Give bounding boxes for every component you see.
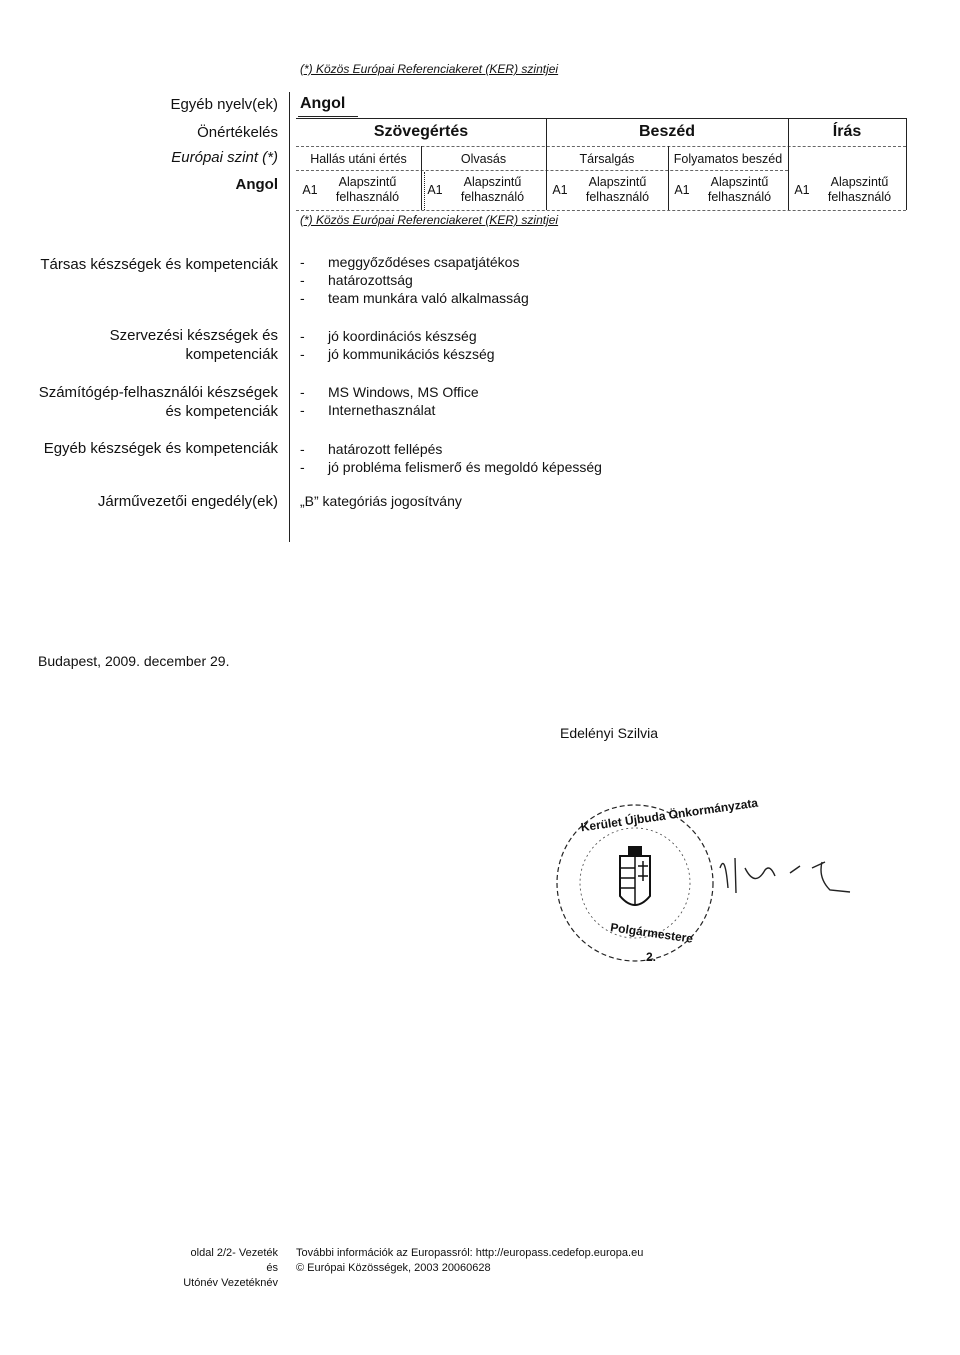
group-header-writing: Írás xyxy=(832,123,862,140)
label-social-skills: Társas készségek és kompetenciák xyxy=(40,256,278,273)
list-item: - jó koordinációs készség xyxy=(300,328,477,344)
label-line: kompetenciák xyxy=(185,346,278,363)
level-description: Alapszintű felhasználó xyxy=(335,175,400,204)
table-top-rule xyxy=(296,118,906,119)
list-item-text: MS Windows, MS Office xyxy=(328,384,479,400)
level-cell-production xyxy=(672,172,787,208)
list-item: - team munkára való alkalmasság xyxy=(300,290,529,306)
list-item: - jó probléma felismerő és megoldó képesség xyxy=(300,459,602,475)
level-cell-listening xyxy=(300,172,415,208)
official-stamp xyxy=(550,795,890,978)
level-code: A1 xyxy=(427,183,443,197)
label-driving-licence: Járművezetői engedély(ek) xyxy=(97,493,278,510)
list-item: - meggyőződéses csapatjátékos xyxy=(300,254,520,270)
group-header-comprehension: Szövegértés xyxy=(373,123,469,140)
table-rule xyxy=(296,170,788,171)
list-item-text: jó koordinációs készség xyxy=(328,328,477,344)
list-item: - határozottság xyxy=(300,272,413,288)
organisational-skills-list xyxy=(300,327,495,363)
level-description: Alapszintű felhasználó xyxy=(827,175,892,204)
footer-page-info xyxy=(178,1246,278,1291)
footer-info xyxy=(296,1246,643,1276)
place-date: Budapest, 2009. december 29. xyxy=(38,653,230,669)
label-self-assessment: Önértékelés xyxy=(197,124,278,141)
list-item: - jó kommunikációs készség xyxy=(300,346,495,362)
level-description: Alapszintű felhasználó xyxy=(460,175,525,204)
table-col-rule xyxy=(788,118,789,210)
stamp-text-top: Kerület Újbuda Önkormányzata xyxy=(579,795,759,835)
table-rule xyxy=(296,210,906,211)
table-col-rule xyxy=(421,146,422,210)
list-item-text: team munkára való alkalmasság xyxy=(328,290,529,306)
footer-page-line: Utónév Vezetéknév xyxy=(183,1277,278,1289)
signer-name: Edelényi Szilvia xyxy=(560,725,659,741)
footer-page-line: oldal 2/2- Vezeték és xyxy=(190,1247,278,1274)
subheader-production: Folyamatos beszéd xyxy=(673,152,783,166)
label-other-skills: Egyéb készségek és kompetenciák xyxy=(43,440,278,457)
label-language-row: Angol xyxy=(235,176,278,193)
language-underline xyxy=(298,116,358,117)
ker-header-note-text: (*) Közös Európai Referenciakeret (KER) szintjei xyxy=(300,62,559,76)
list-item-text: jó probléma felismerő és megoldó képesség xyxy=(328,459,602,475)
other-skills-list xyxy=(300,440,602,476)
subheader-interaction: Társalgás xyxy=(579,152,635,166)
social-skills-list xyxy=(300,253,529,307)
table-col-rule xyxy=(668,146,669,210)
label-computer-skills xyxy=(39,383,278,421)
label-line: Szervezési készségek és xyxy=(109,327,278,344)
label-european-level: Európai szint (*) xyxy=(171,149,278,166)
level-code: A1 xyxy=(302,183,318,197)
footer-info-line: © Európai Közösségek, 2003 20060628 xyxy=(296,1262,491,1274)
level-cell-writing xyxy=(792,172,907,208)
level-code: A1 xyxy=(674,183,690,197)
stamp-text-bottom: Polgármestere xyxy=(609,920,694,946)
list-item-text: Internethasználat xyxy=(328,402,436,418)
label-line: Számítógép-felhasználói készségek xyxy=(38,384,278,401)
ker-table-note xyxy=(300,213,558,227)
subheader-listening: Hallás utáni értés xyxy=(310,152,407,166)
section-divider xyxy=(289,92,290,542)
ker-table-note-text: (*) Közös Európai Referenciakeret (KER) szintjei xyxy=(300,213,559,227)
list-item-text: jó kommunikációs készség xyxy=(328,346,495,362)
computer-skills-list xyxy=(300,383,479,419)
level-description: Alapszintű felhasználó xyxy=(585,175,650,204)
level-description: Alapszintű felhasználó xyxy=(707,175,772,204)
group-header-speaking: Beszéd xyxy=(638,123,696,140)
language-name: Angol xyxy=(300,95,346,112)
list-item-text: határozottság xyxy=(328,272,413,288)
label-line: és kompetenciák xyxy=(165,403,278,420)
level-code: A1 xyxy=(552,183,568,197)
level-cell-interaction xyxy=(550,172,665,208)
label-other-languages: Egyéb nyelv(ek) xyxy=(170,96,278,113)
list-item-text: meggyőződéses csapatjátékos xyxy=(328,254,520,270)
level-code: A1 xyxy=(794,183,810,197)
table-col-rule xyxy=(424,172,425,210)
table-col-rule xyxy=(906,118,907,210)
subheader-reading: Olvasás xyxy=(460,152,507,166)
table-col-rule xyxy=(546,118,547,210)
list-item-text: határozott fellépés xyxy=(328,441,443,457)
table-rule xyxy=(296,146,906,147)
list-item: - Internethasználat xyxy=(300,402,436,418)
ker-header-note xyxy=(300,62,558,76)
label-organisational-skills xyxy=(110,326,278,364)
stamp-number: 2. xyxy=(646,950,657,964)
list-item: - MS Windows, MS Office xyxy=(300,384,479,400)
list-item: - határozott fellépés xyxy=(300,441,443,457)
language-skills-table xyxy=(296,118,906,212)
level-cell-reading xyxy=(425,172,540,208)
footer-info-line: További információk az Europassról: http://europass.cedefop.europa.eu xyxy=(296,1247,644,1259)
driving-licence-value: „B” kategóriás jogosítvány xyxy=(300,493,462,509)
